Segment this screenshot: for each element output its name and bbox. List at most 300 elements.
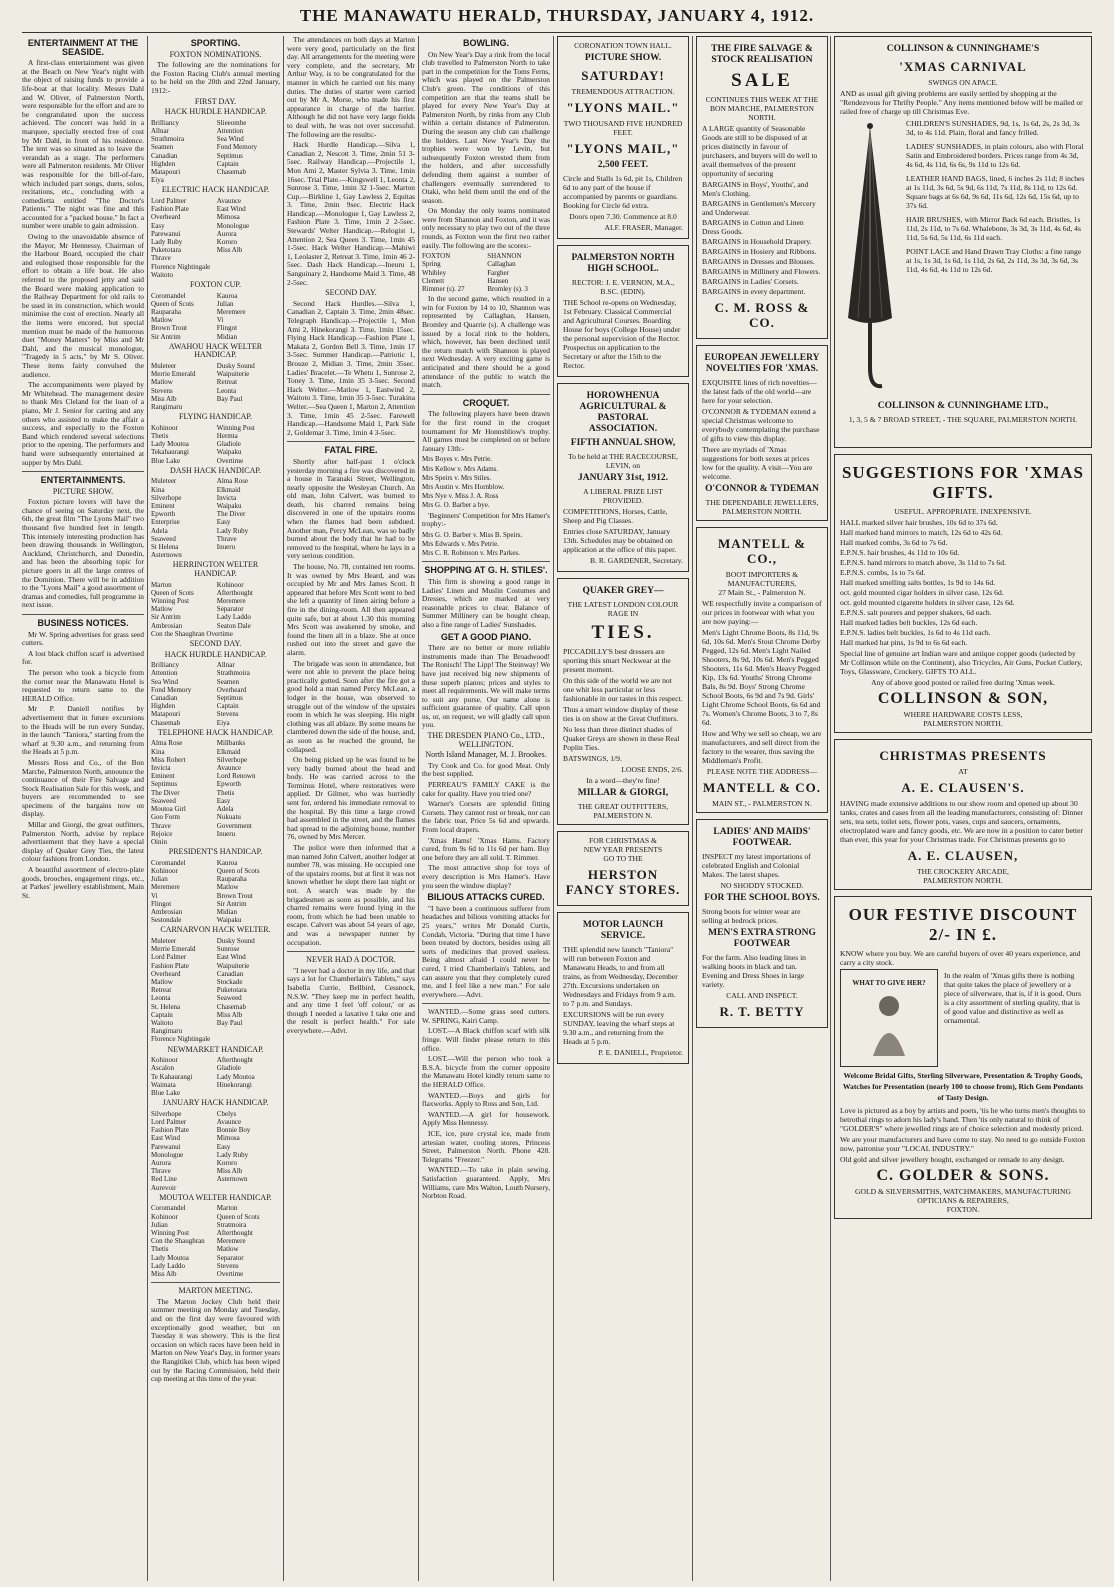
column-rule bbox=[147, 36, 148, 1581]
suggestion-item: Hall marked smelling salts bottles, 1s 9d to 14s 6d. bbox=[840, 578, 996, 587]
horse-list bbox=[151, 362, 280, 411]
horse-row bbox=[151, 945, 280, 953]
horse-name: Hinekorangi bbox=[216, 1080, 252, 1089]
horse-name: Rangimaru bbox=[151, 1027, 183, 1036]
horse-name: The Diver bbox=[216, 510, 246, 519]
horse-row bbox=[151, 867, 280, 875]
horse-name bbox=[217, 1089, 280, 1097]
ad-line: 2,500 FEET. bbox=[597, 160, 649, 170]
horse-name: Alma Rose bbox=[151, 739, 183, 748]
horse-name: Eiya bbox=[151, 176, 164, 185]
horse-row bbox=[151, 222, 280, 230]
horse-name: Queen of Scots bbox=[151, 588, 194, 597]
horse-name: Moutoa Girl bbox=[151, 805, 186, 814]
article-paragraph: On New Year's Day a rink from the local club travelled to Palmerston North to take part in the competition for the Toms Ferns, which was played on the Palmerston Club's green. The conditions of this competition are that the teams shall be played for every New Year's Day at Palmerston North, by rinks from any Club within a certain distance of Palmerston. During the season any club can challenge the holders. Last New Year's Day the trophies were won by Levin, but subsequently Foxton wrested them from the holders, and after successfully defending them against a number of challengers eventually surrendered to Otaki, who held them until the end of the season. bbox=[422, 49, 550, 205]
horse-row bbox=[151, 805, 280, 813]
race-results: Second Hack Hurdles.—Silva 1, Canadian 2, Captain 3. Time, 2min 48sec. Telegraph Handicap.—Projectile 1, Mon Ami 2, Hinekorangi 3. Time, 1min 15sec. Flying Hack Handicap.—Fashion Plate 1, Makata 2, Gordon Bell 3. Time, 1min 17 3-5sec. Summer Handicap.—Patriotic 1, Brouze 2, Midian 3. Time, 2min 35sec. Ladies' Bracelet.—Te Whetu 1, Sunrose 2, Toney 3. Time, 1min 35 3-5sec. Second Hack Welter.—Matlow 1, Eastwind 2, Waitoto 3. Time, 1min 35 3-5sec. Turakina Welter.—Sea Queen 1, Marton 2, Attention 3. Time, 1min 45 2-5sec. Farewell Handicap.—Handsome Maid 1, Park Side 2, Goldemar 3. Time, 1min 4 3-5sec. bbox=[287, 298, 415, 437]
column-1 bbox=[22, 36, 144, 1581]
horse-list bbox=[151, 581, 280, 638]
horse-row bbox=[151, 263, 280, 271]
ad-line: In a word—they're fine! bbox=[586, 776, 660, 785]
horse-row bbox=[151, 1159, 280, 1167]
score-row bbox=[422, 252, 550, 260]
horse-name bbox=[217, 1184, 280, 1192]
ad-title: SATURDAY! bbox=[581, 68, 665, 83]
horse-row bbox=[151, 333, 280, 341]
horse-name bbox=[217, 838, 280, 846]
horse-list bbox=[151, 739, 280, 846]
ad-line: MAIN ST., - PALMERSTON N. bbox=[712, 799, 812, 808]
horse-row bbox=[151, 710, 280, 718]
horse-name: Coromandel bbox=[151, 858, 186, 867]
ad-line: To be held at THE RACECOURSE, LEVIN, on bbox=[568, 452, 678, 470]
horse-row bbox=[151, 1254, 280, 1262]
horse-row bbox=[151, 1056, 280, 1064]
horse-name: Puketotara bbox=[216, 986, 247, 995]
horse-name: Overheard bbox=[151, 213, 181, 222]
golder-ad bbox=[834, 896, 1092, 1219]
suggestion-item: Hall marked hat pins, 1s 9d to 6s 6d each. bbox=[840, 638, 968, 647]
horse-name: Septimus bbox=[151, 780, 178, 789]
horse-name: Flingot bbox=[151, 899, 172, 908]
ad-body: THE School re-opens on Wednesday, 1st February. Classical Commercial and Agricultural Courses. Boarding House for boys (College House) under the personal supervision of the Rector. Prospectus on application to the Secretary or after the 15th to the Rector. bbox=[563, 298, 681, 370]
horse-row bbox=[151, 883, 280, 891]
ad-line: PALMERSTON NORTH. bbox=[923, 719, 1003, 728]
carnival-item: LADIES' SUNSHADES, in plain colours, also with Floral Satin and Embroidered borders. Prices range from 4s 3d, 4s 6d, 4s 11d, 6s 6s, 9s 11d to 12s 6d. bbox=[906, 142, 1084, 169]
horse-name bbox=[217, 1035, 280, 1043]
croquet-draw bbox=[422, 531, 550, 558]
horse-name: Gladiole bbox=[216, 1064, 241, 1073]
horse-name: Muleteer bbox=[151, 936, 177, 945]
ad-body: AND as usual gift giving problems are easily settled by shopping at the "Rendezvous for Thrifty People." Any items mentioned below will be mailed or railed free of charge up till Christmas Eve. bbox=[840, 89, 1083, 116]
ad-firm: C. GOLDER & SONS. bbox=[876, 1167, 1050, 1184]
horse-name: Brown Trout bbox=[216, 891, 253, 900]
horse-row bbox=[151, 1134, 280, 1142]
horse-name: Waipuiterie bbox=[216, 961, 250, 970]
horse-name: Eiya bbox=[216, 718, 230, 727]
ad-body: EXQUISITE lines of rich novelties—the latest fads of the old world—are here for your selection. bbox=[702, 378, 817, 405]
signature: THE DRESDEN PIANO Co., LTD., WELLINGTON. bbox=[427, 731, 545, 749]
horse-row bbox=[151, 119, 280, 127]
bargain-item: BARGAINS in Cotton and Linen Dress Goods. bbox=[702, 218, 804, 236]
bargain-item: BARGAINS in Gentlemen's Mercery and Underwear. bbox=[702, 199, 816, 217]
horse-name: Allnar bbox=[151, 126, 169, 135]
horse-row bbox=[151, 230, 280, 238]
ad-line: USEFUL. APPROPRIATE. INEXPENSIVE. bbox=[894, 507, 1032, 516]
horse-row bbox=[151, 694, 280, 702]
player-name: Spring bbox=[422, 260, 441, 269]
classified-ad: LOST.—Will the person who took a B.S.A. bicycle from the corner opposite the Manawatu Hotel kindly return same to the HERALD Office. bbox=[422, 1054, 550, 1090]
column-rule bbox=[283, 36, 284, 1581]
ad-line: GOLD & SILVERSMITHS, WATCHMAKERS, MANUFACTURING OPTICIANS & REPAIRERS, bbox=[855, 1187, 1071, 1205]
ad-signature: B. R. GARDENER, Secretary. bbox=[590, 556, 683, 565]
draw-item: Mrs Boyes v. Mrs Petrie. bbox=[422, 455, 492, 464]
ad-body: COMPETITIONS, Horses, Cattle, Sheep and Pig Classes. bbox=[563, 507, 668, 525]
horse-name: Millbanks bbox=[216, 739, 246, 748]
horse-row bbox=[151, 661, 280, 669]
horse-name: Easy bbox=[216, 518, 231, 527]
ad-firm: COLLINSON & SON, bbox=[877, 690, 1049, 707]
horse-row bbox=[151, 908, 280, 916]
horse-name: Waimata bbox=[151, 1080, 176, 1089]
ad-line: NO SHODDY STOCKED. bbox=[720, 881, 804, 890]
horse-row bbox=[151, 477, 280, 485]
horse-row bbox=[151, 494, 280, 502]
horse-name: Fashion Plate bbox=[151, 1126, 189, 1135]
horse-name: Strathmoira bbox=[216, 669, 250, 678]
race-title: AWAHOU HACK WELTER HANDICAP. bbox=[168, 341, 263, 360]
horse-name: Red Line bbox=[151, 1175, 177, 1184]
horse-name: Matapouri bbox=[151, 167, 181, 176]
horse-name: Silverhope bbox=[216, 755, 248, 764]
ad-line: TWO THOUSAND FIVE HUNDRED FEET. bbox=[563, 119, 683, 137]
ad-body: Thus a smart window display of these ties is on show at the Great Outfitters. bbox=[563, 705, 679, 723]
horse-name bbox=[217, 551, 280, 559]
article-paragraph: 'Xmas Hams! 'Xmas Hams. Factory cured, from 9s 6d to 11s 6d per ham. Buy one before they are all sold. T. Rimmer. bbox=[422, 835, 550, 862]
horse-name: Captain bbox=[216, 702, 239, 711]
horse-row bbox=[151, 1081, 280, 1089]
horse-row bbox=[151, 502, 280, 510]
ad-body: KNOW where you buy. We are careful buyers of over 40 years experience, and carry a city stock. bbox=[840, 949, 1081, 967]
article-paragraph: The accompaniments were played by Mr Whitehead. The management desire to thank Mrs Cleland for the loan of a piano, Mr J. Senior for carting and any others who assisted to make the affair a success, and especially to the Foxton Band which rendered several selections prior to the opening. The performers and band were subsequently entertained at supper by Mrs Dahl. bbox=[22, 380, 144, 467]
horse-name: The Diver bbox=[151, 788, 180, 797]
horse-name: Epworth bbox=[216, 780, 241, 789]
draw-item: Mrs Kellow v. Mrs Adams. bbox=[422, 464, 499, 473]
ad-body: Love is pictured as a boy by artists and poets, 'tis he who turns men's thoughts to betrothal rings to adorn his lady's hand. Then 'tis only natural to think of "GOLDER'S" where jewelled rings are of choice selection and modestly priced. bbox=[840, 1106, 1086, 1133]
horse-list bbox=[151, 1056, 280, 1097]
suggestion-item: E.P.N.S. hand mirrors to match above, 3s 11d to 7s 6d. bbox=[840, 558, 1006, 567]
horse-row bbox=[151, 238, 280, 246]
horse-name: Goo Form bbox=[151, 813, 180, 822]
horse-row bbox=[151, 719, 280, 727]
horse-name: Chasemab bbox=[216, 1002, 246, 1011]
horse-name: St Helena bbox=[151, 543, 179, 552]
horse-name: Meremere bbox=[151, 883, 180, 892]
horse-name: Meremere bbox=[216, 1237, 246, 1246]
horse-row bbox=[151, 1089, 280, 1097]
horse-name: Ambrosian bbox=[151, 907, 183, 916]
race-results: Hack Hurdle Handicap.—Silva 1, Canadian 2, Nescott 3. Time, 2min 51 3-5sec. Railway Handicap.—Projectile 1, Mon Ami 2, Master Sylvia 3. Time, 1min 16sec. Trial Plate.—Kingswell 1, Leonta 2, Sunrose 3. Time, 1min 32 1-5sec. Marton Cup.—Birkline 1, Gay Lawless 2, Equitas 3. Time, 2min 9sec. Electric Hack Handicap.—Monologue 1, Gay Lawless 2, Fashion Plate 3. Time, 1min 2 2-5sec. Stewards' Welter Handicap.—Relogist 1, Attention 2, Sea Queen 3. Time, 1min 45 1-5sec. Hack Welter Handicap.—Mahiwi 1, Leolaster 2, Retreat 3. Time, 1min 46 2-5sec. Dash Hack Handicap.—Ineuru 1, Sanguinary 2, Handsome Maid 3. Time, 48 2-5sec. bbox=[287, 140, 415, 287]
ad-signature: ALF. FRASER, Manager. bbox=[604, 223, 683, 232]
ad-body: Special line of genuine art Indian ware and antique copper goods (selected by Mr Collinson while on the Continent), also Tricycles, Air Guns, Pocket Cutlery, Toys, Glassware, Crockery. GIFTS TO ALL. bbox=[840, 649, 1083, 676]
player-name: Hansen bbox=[487, 276, 509, 285]
horse-name: Lord Palmer bbox=[151, 1117, 187, 1126]
article-paragraph: The following players have been drawn for the first round in the croquet tournament for Mr Honnsbliow's trophy. All games must be completed on or before January 13th:- bbox=[422, 409, 550, 453]
horse-name: Separator bbox=[216, 1253, 244, 1262]
horse-name: Asternown bbox=[216, 1175, 248, 1184]
article-paragraph: Warner's Corsets are splendid fitting Corsets. They cannot rust or break, nor can the fabric tear, Price 5s 6d and upwards. From local drapers. bbox=[422, 799, 550, 834]
ad-body: Men's Light Chrome Boots, 8s 11d, 9s 6d, 10s 6d. Men's Stout Chrome Derby Pegged, 12s 6d. Men's Light Nailed Shooters, 8s 9d, 10s 6d. Men's Pegged Shooters, 11s 6d. Men's Heavy Pegged Kip, 13s 6d. Youths' Strong Chrome Bals, 8s 9d. Boys' Strong Chrome School Boots, 6s 9d and 7s 9d. Girls' Light Chrome School Boots, 6s 6d and 7s. Women's Chrome Boots, 3 to 7, 8s 6d. bbox=[702, 628, 821, 727]
horse-row bbox=[151, 292, 280, 300]
horse-name: Miss Alb bbox=[216, 246, 243, 255]
ad-signature: P. E. DANIELL, Proprietor. bbox=[598, 1048, 683, 1057]
horse-row bbox=[151, 1184, 280, 1192]
ad-line: FOXTON. bbox=[946, 1205, 980, 1214]
column-2 bbox=[151, 36, 280, 1581]
ad-line: TREMENDOUS ATTRACTION. bbox=[571, 87, 675, 96]
race-title: NEWMARKET HANDICAP. bbox=[167, 1044, 264, 1054]
article-heading: ENTERTAINMENTS. bbox=[40, 475, 126, 486]
race-title: FLYING HANDICAP. bbox=[179, 412, 252, 422]
fire-salvage-ad bbox=[696, 36, 828, 339]
horse-name: Waipaku bbox=[216, 448, 242, 457]
score-row bbox=[422, 269, 550, 277]
horse-row bbox=[151, 1143, 280, 1151]
bargain-item: BARGAINS in Ladies' Corsets. bbox=[702, 277, 799, 286]
horse-name: Kohinoor bbox=[151, 866, 178, 875]
horse-row bbox=[151, 205, 280, 213]
day-heading: SECOND DAY. bbox=[189, 639, 242, 649]
ad-title: HOROWHENUA AGRICULTURAL & PASTORAL ASSOCIATION. bbox=[579, 391, 667, 434]
horse-name: Chasemab bbox=[151, 718, 181, 727]
ad-body: WE respectfully invite a comparison of our prices in footwear with what you are now paying:— bbox=[702, 599, 822, 626]
horse-name: Kororo bbox=[216, 1158, 238, 1167]
ad-body: No less than three distinct shades of Quaker Greys are shown in these Real Poplin Ties. bbox=[563, 725, 680, 752]
carnival-ad bbox=[834, 36, 1092, 448]
horse-name: Coromandel bbox=[151, 1204, 186, 1213]
horse-name: Florence Nightingale bbox=[151, 262, 211, 271]
suggestion-item: oct. gold mounted cigarette holders in silver case, 12s 6d. bbox=[840, 598, 1015, 607]
masthead: THE MANAWATU HERALD, THURSDAY, JANUARY 4, 1912. bbox=[22, 6, 1092, 33]
horse-name bbox=[217, 403, 280, 411]
horse-name: Kororo bbox=[216, 237, 238, 246]
draw-item: Mrs Speirs v. Mrs Stiles. bbox=[422, 473, 492, 482]
horse-name: Lady Ruby bbox=[151, 237, 183, 246]
column-rule bbox=[830, 36, 831, 1581]
horse-row bbox=[151, 152, 280, 160]
horse-row bbox=[151, 892, 280, 900]
horse-name: Julian bbox=[151, 1220, 168, 1229]
horse-name: Aurora bbox=[216, 229, 237, 238]
ad-title: QUAKER GREY— bbox=[582, 586, 664, 596]
horse-name: Adela bbox=[216, 805, 234, 814]
carnival-item: POINT LACE and Hand Drawn Tray Cloths: a fine range at 1s, 1s 3d, 1s 6d, 1s 11d, 2s 6d, 2s 11d, 3s 3d, 3s 6d, 3s 11d, 4s 6d, 4s 11d to 12s 6d. bbox=[906, 247, 1082, 274]
score-row bbox=[422, 277, 550, 285]
article-paragraph: "I never had a doctor in my life, and that says a lot for Chamberlain's Tablets," says Isabella Currie, Bellbird, Cessnock, N.S.W. "They keep me in perfect health, and any time I feel 'off colour,' or as though I needed a laxative I take one and the result is perfect health." For sale everywhere.—Advt. bbox=[287, 965, 415, 1035]
horse-row bbox=[151, 813, 280, 821]
draw-item: Mrs G. O. Barber v. Miss B. Speirs. bbox=[422, 530, 523, 539]
horse-row bbox=[151, 686, 280, 694]
race-nominations bbox=[151, 108, 280, 638]
horse-row bbox=[151, 403, 280, 411]
horse-list bbox=[151, 477, 280, 559]
ad-title: "LYONS MAIL," bbox=[566, 141, 680, 156]
horse-name: Seaweed bbox=[151, 534, 176, 543]
horse-name: Thrave bbox=[151, 254, 171, 263]
croquet-draw bbox=[422, 455, 550, 509]
bowling-scores bbox=[422, 252, 550, 293]
horse-row bbox=[151, 756, 280, 764]
horse-row bbox=[151, 937, 280, 945]
launch-service-ad bbox=[557, 912, 689, 1064]
horse-row bbox=[151, 1003, 280, 1011]
horse-name: Overheard bbox=[216, 685, 247, 694]
horse-name: Marton bbox=[151, 580, 172, 589]
classified-ad: LOST.—A Black chiffon scarf with silk fringe. Will finder please return to this office. bbox=[422, 1026, 550, 1053]
ad-firm: HERSTON FANCY STORES. bbox=[565, 867, 681, 897]
horse-name: Stockade bbox=[216, 977, 243, 986]
horse-name: Winning Post bbox=[216, 423, 255, 432]
article-paragraph: The house, No. 78, contained ten rooms. It was owned by Mrs Heard, and was occupied by Mr and Mrs James Scott. It appeared that before Mrs Scott went to bed she left a quantity of linen airing before a fire in the dining-room. All then appeared quite safe, but at about 1.30 this morning Mrs Scott was awakened by smoke, and found the linen all in a blaze. She at once rushed out into the street and gave the alarm. bbox=[287, 562, 415, 657]
horse-row bbox=[151, 300, 280, 308]
horse-name: St. Helena bbox=[151, 1002, 181, 1011]
horse-name: Miss Alb bbox=[151, 1270, 177, 1279]
horse-name: Silverhope bbox=[151, 493, 182, 502]
horse-name: Elkmaid bbox=[216, 485, 241, 494]
high-school-ad bbox=[557, 245, 689, 377]
horse-name: Lord Palmer bbox=[151, 953, 187, 962]
horse-row bbox=[151, 1027, 280, 1035]
horse-row bbox=[151, 669, 280, 677]
ad-title: LADIES' AND MAIDS' FOOTWEAR. bbox=[713, 827, 811, 848]
horse-name: Leonta bbox=[216, 386, 237, 395]
notice-paragraph: Millar and Giorgi, the great outfitters, Palmerston North, advise by replace advertisement that they have a special display of Quaker Grey Ties, the latest colour fashions from London. bbox=[22, 820, 144, 864]
article-subheading: NEVER HAD A DOCTOR. bbox=[306, 955, 396, 965]
article-paragraph: The attendances on both days at Marton were very good, particularly on the first day. All arrangements for the meeting were very complete, and the secretary, Mr Arthur Way, is to be congratulated for the manner in which he carried out his many duties. The duties of starter were carried out by Mr A. Morse, who made his first appearance in charge of the barrier. Although he did not have very large fields to deal with, he was not over successful. The following are the results:- bbox=[287, 35, 415, 139]
column-3 bbox=[287, 36, 415, 1581]
ad-line: THE GREAT OUTFITTERS, bbox=[577, 802, 669, 811]
horse-row bbox=[151, 605, 280, 613]
horse-row bbox=[151, 1073, 280, 1081]
footwear-ad bbox=[696, 819, 828, 1028]
horse-row bbox=[151, 748, 280, 756]
horse-name: Eminent bbox=[151, 772, 175, 781]
horse-row bbox=[151, 518, 280, 526]
umbrella-icon bbox=[840, 118, 900, 398]
ad-line: THE CROCKERY ARCADE, bbox=[917, 867, 1009, 876]
ad-line: PALMERSTON NORTH. bbox=[722, 507, 802, 516]
horse-name: Ambrosian bbox=[151, 621, 183, 630]
horse-name: Blue Lake bbox=[151, 456, 180, 465]
horse-name bbox=[217, 263, 280, 271]
horse-row bbox=[151, 678, 280, 686]
ad-body: On this side of the world we are not one whit less particular or less fashionable in our tastes in this respect. bbox=[563, 676, 683, 703]
horse-name: Captain bbox=[151, 1010, 173, 1019]
horse-row bbox=[151, 1011, 280, 1019]
horse-name: Lady Ruby bbox=[216, 1150, 249, 1159]
horse-name: Blue Lake bbox=[151, 1088, 180, 1097]
horse-name: Attention bbox=[151, 669, 178, 678]
score-row bbox=[422, 285, 550, 293]
horse-name: Miss Alb bbox=[216, 1167, 243, 1176]
horse-name: Sir Antrim bbox=[216, 899, 247, 908]
horse-name: Adela bbox=[151, 526, 168, 535]
horse-name: Afterthought bbox=[216, 1056, 253, 1065]
horse-name: Avaunce bbox=[216, 764, 242, 773]
notice-paragraph: A lost black chiffon scarf is advertised for. bbox=[22, 648, 144, 667]
horse-row bbox=[151, 1175, 280, 1183]
horse-name: Muleteer bbox=[151, 362, 177, 370]
horse-row bbox=[151, 316, 280, 324]
horse-row bbox=[151, 1213, 280, 1221]
draw-item: Mrs C. R. Robinson v. Mrs Parkes. bbox=[422, 549, 520, 558]
horse-name: Allnar bbox=[216, 661, 235, 670]
classified-ad: WANTED.—Boys and girls for flaxworks. Apply to Ross and Son, Ltd. bbox=[422, 1090, 550, 1109]
ad-body: Circle and Stalls 1s 6d, pit 1s, Children 6d to any part of the house if accompanied by parents or guardians. Booking for Circle 6d extra. bbox=[563, 174, 683, 210]
horse-name: Sir Antrim bbox=[151, 613, 181, 622]
ad-line: Any of above good posted or railed free during 'Xmas week. bbox=[871, 678, 1055, 687]
horse-row bbox=[151, 395, 280, 403]
horse-name: Vi bbox=[216, 316, 224, 325]
ad-body: Strong boots for winter wear are selling at bedrock prices. bbox=[702, 907, 801, 925]
horse-name: Puketotara bbox=[151, 246, 181, 255]
horse-row bbox=[151, 1229, 280, 1237]
article-heading: BUSINESS NOTICES. bbox=[37, 618, 129, 628]
horse-row bbox=[151, 197, 280, 205]
horse-name: Bay Paul bbox=[216, 1018, 243, 1027]
bargain-item: BARGAINS in Millinery and Flowers. bbox=[702, 267, 821, 276]
horse-name: Canadian bbox=[151, 694, 178, 703]
horse-row bbox=[151, 1110, 280, 1118]
horse-name: Lord Renown bbox=[216, 772, 256, 781]
horse-row bbox=[151, 370, 280, 378]
horse-name: Matlow bbox=[151, 977, 173, 986]
horse-name: Government bbox=[216, 821, 252, 830]
article-paragraph: PERREAU'S FAMILY CAKE is the cake for quality. Have you tried one? bbox=[422, 780, 550, 798]
horse-name: Lady Moutoa bbox=[151, 440, 189, 449]
ad-line: 1, 3, 5 & 7 BROAD STREET, - THE SQUARE, PALMERSTON NORTH. bbox=[848, 415, 1078, 424]
draw-item: Mrs Nye v. Miss J. A. Ross bbox=[422, 492, 499, 501]
horse-name: Lady Moutoa bbox=[151, 1253, 189, 1262]
horse-name: Bay Paul bbox=[216, 394, 243, 403]
ad-line: RECTOR: J. E. VERNON, M.A., B.SC. (EDIN). bbox=[571, 278, 675, 296]
horse-name: Queen of Scots bbox=[151, 299, 194, 308]
horse-name: Florence Nightingale bbox=[151, 1035, 211, 1044]
horse-row bbox=[151, 916, 280, 924]
race-title: CARNARVON HACK WELTER. bbox=[160, 925, 271, 935]
article-paragraph: A first-class entertainment was given at the Beach on New Year's night with the object of raising funds to provide a life-boat at that locality. Messrs Dahl and W. Oliver, of Palmerston North, were responsible for the effort and are to be congratulated upon the success achieved. The concert was held in a marquee, specially erected free of cost by Mr Dahl, in front of his residence. The tent was so situated as to leave the verandah as a stage. The performers were all Palmerston residents. Mr Oliver was responsible for the bill-of-fare, which included part songs, duets, solos, recitations, etc., concluding with a comedietta entitled "The Doctor's Patients." The night was fine and this accounted for a "packed house." In fact a number were unable to gain admission. bbox=[22, 58, 144, 231]
ad-title: TIES. bbox=[591, 622, 655, 643]
horse-name: Tekahaurangi bbox=[151, 448, 189, 457]
bargain-item: BARGAINS in every department. bbox=[702, 287, 806, 296]
suggestion-item: E.P.N.S. combs, 1s to 7s 6d. bbox=[840, 568, 926, 577]
ad-firm: MILLAR & GIORGI, bbox=[577, 788, 669, 798]
ad-title: PALMERSTON NORTH HIGH SCHOOL. bbox=[571, 253, 675, 274]
bargain-item: BARGAINS in Boys', Youths', and Men's Clothing. bbox=[702, 180, 809, 198]
suggestion-item: Hall marked hand mirrors to match, 12s 6d to 42s 6d. bbox=[840, 528, 1003, 537]
horse-name: Fond Memory bbox=[151, 685, 192, 694]
horse-name: Seamen bbox=[151, 143, 174, 152]
horse-name: Septimus bbox=[216, 694, 243, 703]
player-name: Clemett bbox=[422, 276, 445, 285]
horse-name: Queen of Scots bbox=[216, 866, 260, 875]
article-paragraph: 'Beginners' Competition for Mrs Hamer's trophy:- bbox=[422, 510, 550, 529]
notice-paragraph: Mr P. Daniell notifies by advertisement that in future excursions to the Heads will be run every Sunday, in the launch "Taniora," starting from the wharf at 9.30 a.m., and returning from the Heads at 5 p.m. bbox=[22, 704, 144, 757]
ad-title: OUR FESTIVE DISCOUNT 2/- IN £. bbox=[848, 905, 1078, 944]
horse-name: Seaton Dale bbox=[216, 621, 251, 630]
picture-caption: WHAT TO GIVE HER? bbox=[852, 978, 926, 987]
horse-name: Seaweed bbox=[216, 994, 242, 1003]
ad-line: NEW YEAR PRESENTS bbox=[583, 845, 663, 854]
horse-row bbox=[151, 424, 280, 432]
carnival-item: CHILDREN'S SUNSHADES, 9d, 1s, 1s 6d, 2s, 2s 3d, 3s 3d, to 4s 11d. Plain, floral and fancy frilled. bbox=[906, 119, 1080, 137]
ad-title: EUROPEAN JEWELLERY NOVELTIES FOR 'XMAS. bbox=[704, 353, 820, 374]
suggestion-item: E.P.N.S. hair brushes, 4s 11d to 10s 6d. bbox=[840, 548, 960, 557]
horse-name: Brown Trout bbox=[151, 324, 187, 333]
carnival-item: LEATHER HAND BAGS, lined, 6 inches 2s 11d; 8 inches at 1s 11d, 3s 6d, 5s 9d, 6s 11d, 7s 11d, 8s 11d, to 12s 6d. Square bags at 6s 6d, 9s 6d, 11s 6d, 12s 6d, 15s 6d, up to 37s 6d. bbox=[906, 174, 1085, 210]
divider bbox=[422, 1003, 550, 1004]
ad-title: SALE bbox=[731, 70, 793, 91]
horse-row bbox=[151, 581, 280, 589]
horse-name: Septimus bbox=[216, 151, 243, 160]
article-heading: SHOPPING AT G. H. STILES'. bbox=[424, 565, 548, 576]
horse-name: Matlow bbox=[216, 883, 239, 892]
ad-body: O'CONNOR & TYDEMAN extend a special Christmas welcome to everybody contemplating the purchase of gifts to view this display. bbox=[702, 407, 820, 443]
draw-item: Mrs Edwards v. Mrs Petrie. bbox=[422, 539, 499, 548]
horse-name: Waitoto bbox=[151, 1018, 173, 1027]
horse-name: Merrie Emerald bbox=[151, 945, 196, 954]
carnival-item: HAIR BRUSHES, with Mirror Back 6d each. Bristles, 1s 11d, 2s 11d, to 7s 6d. Whalebone, 3s 3d, 3s 11d, 4s 6d, 4s 11d, 5s 6d, 5s 11d, 6s 11d each. bbox=[906, 215, 1081, 242]
